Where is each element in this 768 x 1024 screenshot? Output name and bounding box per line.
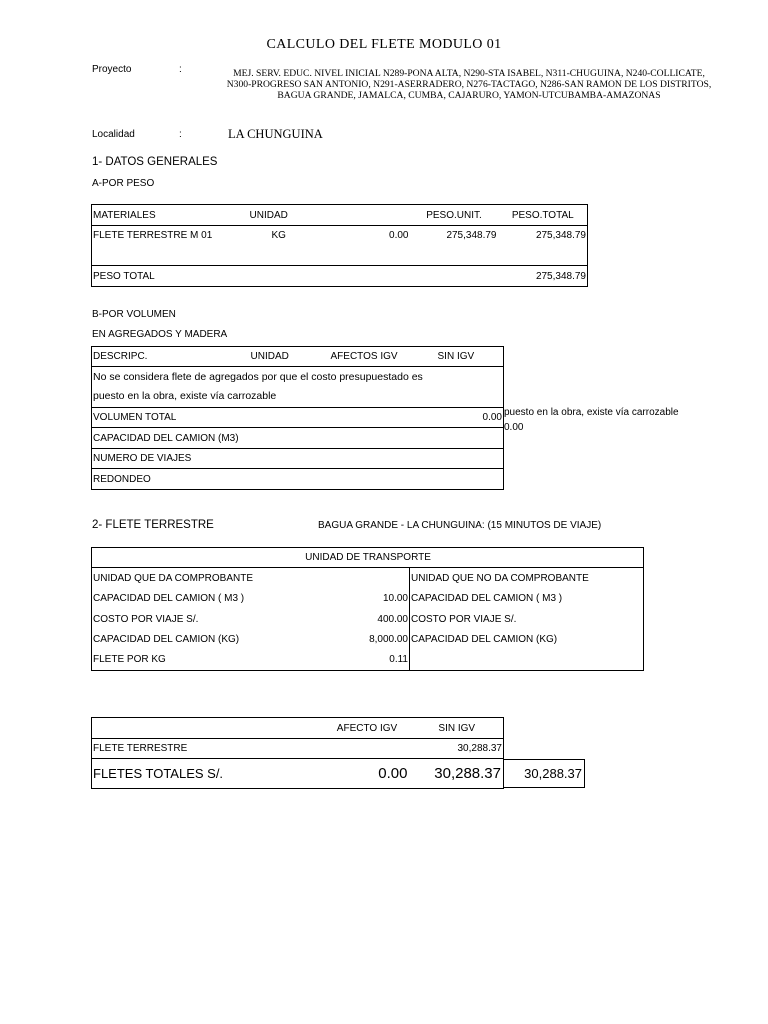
viajes-label: NUMERO DE VIAJES (92, 449, 504, 469)
row-left-label: COSTO POR VIAJE S/. (93, 613, 199, 625)
transporte-table (91, 547, 644, 671)
volumen-total-sin: 0.00 (504, 422, 524, 433)
proyecto-colon: : (179, 64, 182, 75)
col-descripc: DESCRIPC. (93, 351, 148, 362)
flete-terrestre-sin: 30,288.37 (410, 739, 504, 759)
row-left-label: CAPACIDAD DEL CAMION ( M3 ) (93, 593, 245, 604)
summary-table (91, 717, 504, 789)
note-line-2: puesto en la obra, existe vía carrozable (93, 389, 277, 402)
col-afecto-igv: AFECTO IGV (336, 722, 398, 734)
transporte-header: UNIDAD DE TRANSPORTE (305, 552, 431, 563)
row-left-value: 8,000.00 (369, 634, 408, 645)
transporte-header-row (92, 548, 644, 568)
col-peso-total: PESO.TOTAL (511, 209, 574, 221)
blank-row (92, 246, 588, 266)
fletes-totales-afecto: 0.00 (324, 759, 410, 789)
redondeo-row (92, 469, 504, 490)
table-row (92, 630, 644, 650)
col-unidad: UNIDAD (249, 209, 288, 221)
row-left-value: 400.00 (377, 613, 408, 625)
volumen-header-row (92, 347, 504, 367)
note-line-1: No se considera flete de agregados por que el costo presupuestado es (92, 367, 504, 387)
overflow-note: puesto en la obra, existe vía carrozable (504, 407, 679, 418)
table-row (92, 650, 644, 671)
proyecto-text: MEJ. SERV. EDUC. NIVEL INICIAL N289-PONA ALTA, N290-STA ISABEL, N311-CHUGUINA, N240-COLLICATE, N300-PROGRESO SAN ANTONIO, N291-ASERRADERO, N276-TACTAGO, N286-SAN RAMON DE LOS DISTRITOS, BAGUA GRANDE, JAMALCA, CUMBA, CAJARURO, YAMON-UTCUBAMBA-AMAZONAS (226, 68, 712, 101)
section-b-subheading: EN AGREGADOS Y MADERA (92, 329, 228, 340)
summary-empty (92, 718, 324, 739)
peso-unit-cell: 275,348.79 (410, 226, 498, 246)
volumen-total-label: VOLUMEN TOTAL (92, 408, 432, 428)
cantidad-cell: 0.00 (332, 226, 410, 246)
page-title: CALCULO DEL FLETE MODULO 01 (266, 37, 502, 52)
grand-total: 30,288.37 (503, 759, 585, 788)
peso-header-row (92, 205, 588, 226)
unidad-cell: KG (242, 226, 332, 246)
row-right-label (410, 650, 644, 671)
table-row (92, 609, 644, 630)
row-left-value: 0.11 (389, 654, 408, 666)
section1-heading: 1- DATOS GENERALES (92, 156, 218, 168)
fletes-totales-row (92, 759, 504, 789)
peso-table (91, 204, 588, 287)
capacidad-label: CAPACIDAD DEL CAMION (M3) (92, 428, 504, 449)
note-row-2 (92, 387, 504, 408)
section1-subheading: A-POR PESO (92, 178, 155, 189)
section2-heading: 2- FLETE TERRESTRE (92, 519, 214, 531)
material-cell: FLETE TERRESTRE M 01 (92, 226, 242, 246)
redondeo-label: REDONDEO (92, 469, 504, 490)
col-sin-igv-summary: SIN IGV (438, 722, 476, 734)
row-left-label: FLETE POR KG (93, 654, 166, 666)
col-sin-igv: SIN IGV (437, 351, 475, 362)
row-right-label: COSTO POR VIAJE S/. (410, 609, 644, 630)
flete-terrestre-label: FLETE TERRESTRE (92, 739, 324, 759)
summary-header-row (92, 718, 504, 739)
fletes-totales-label: FLETES TOTALES S/. (92, 759, 324, 789)
volumen-table (91, 346, 504, 490)
right-title: UNIDAD QUE NO DA COMPROBANTE (410, 568, 644, 589)
col-materiales: MATERIALES (93, 209, 156, 221)
left-title: UNIDAD QUE DA COMPROBANTE (92, 568, 410, 589)
col-peso-unit: PESO.UNIT. (426, 209, 482, 221)
transporte-titles-row (92, 568, 644, 589)
row-right-label: CAPACIDAD DEL CAMION ( M3 ) (410, 589, 644, 609)
route-text: BAGUA GRANDE - LA CHUNGUINA: (15 MINUTOS DE VIAJE) (318, 520, 602, 531)
localidad-colon: : (179, 129, 182, 140)
volumen-total-row (92, 408, 504, 428)
row-right-label: CAPACIDAD DEL CAMION (KG) (410, 630, 644, 650)
peso-total-value: 275,348.79 (498, 266, 588, 287)
col-afectos-igv: AFECTOS IGV (330, 351, 398, 362)
volumen-total-afecto: 0.00 (432, 408, 504, 428)
note-row-1 (92, 367, 504, 387)
row-left-label: CAPACIDAD DEL CAMION (KG) (93, 634, 240, 645)
col-unidad-b: UNIDAD (250, 351, 289, 362)
proyecto-label: Proyecto (92, 64, 132, 75)
peso-total-label: PESO TOTAL (92, 266, 498, 287)
fletes-totales-sin: 30,288.37 (410, 759, 504, 789)
peso-total-row (92, 266, 588, 287)
table-row (92, 226, 588, 246)
viajes-row (92, 449, 504, 469)
peso-total-cell: 275,348.79 (498, 226, 588, 246)
col-empty (332, 205, 410, 226)
flete-terrestre-row (92, 739, 504, 759)
capacidad-row (92, 428, 504, 449)
section-b-heading: B-POR VOLUMEN (92, 309, 176, 320)
table-row (92, 589, 644, 609)
localidad-value: LA CHUNGUINA (228, 127, 323, 141)
row-left-value: 10.00 (382, 593, 408, 604)
localidad-label: Localidad (92, 129, 135, 140)
